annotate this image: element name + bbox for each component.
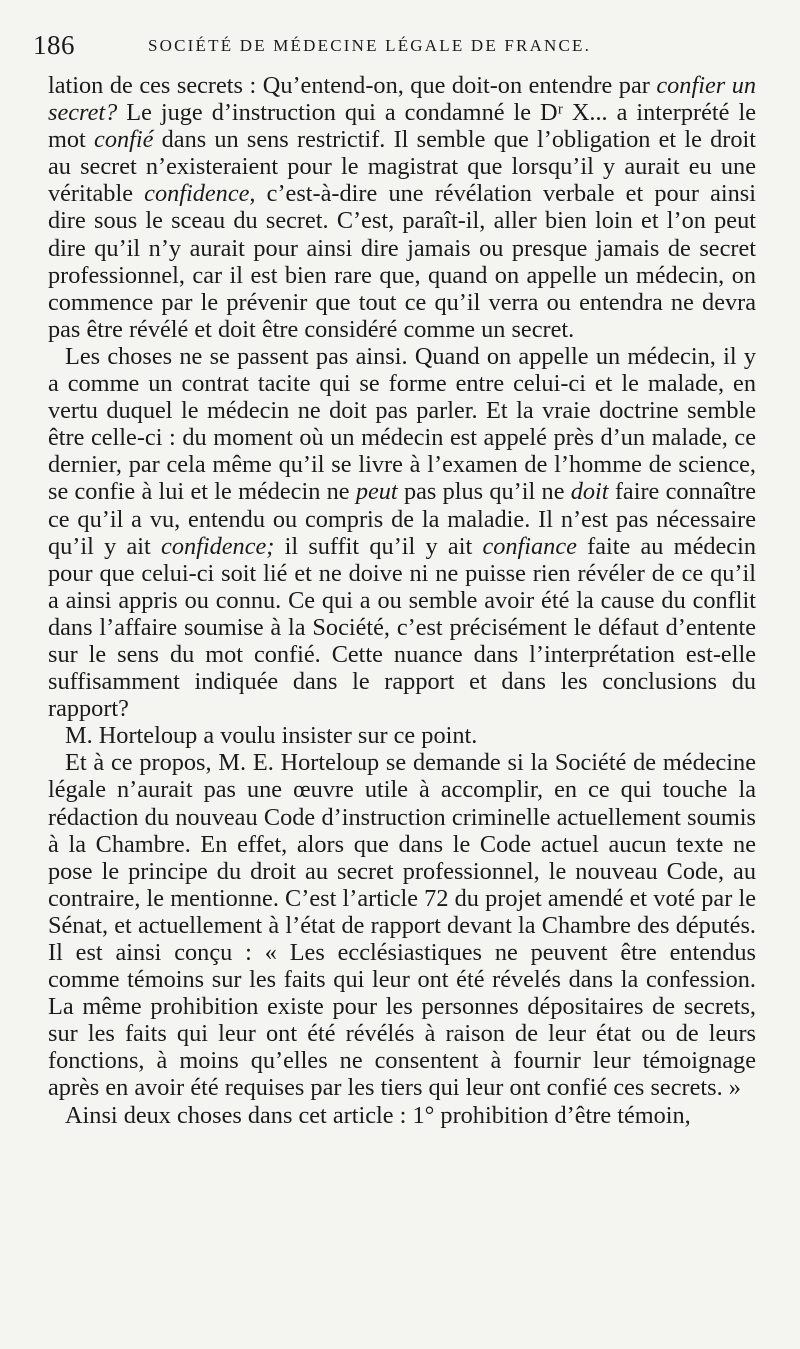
text-run: faire connaître ce qu’il a vu, entendu ou compris de la maladie. Il n’est pas nécessaire qu’il y ait bbox=[48, 478, 756, 560]
text-run: lation de ces secrets : Qu’entend-on, que doit-on entendre par bbox=[48, 72, 657, 99]
paragraph bbox=[48, 722, 756, 749]
paragraph bbox=[48, 1102, 756, 1129]
text-run: Ainsi deux choses dans cet article : 1° prohibition d’être témoin, bbox=[65, 1101, 691, 1129]
text-run: pas plus qu’il ne bbox=[397, 478, 571, 506]
italic-text: confidence; bbox=[161, 532, 275, 560]
text-run: Les choses ne se passent pas ainsi. Quand on appelle un médecin, il y a comme un contrat tacite qui se forme entre celui-ci et le malade, en vertu duquel le médecin ne doit pas parler. Et la vraie doctrine semble être celle-ci : du moment où un médecin est appelé près d’un malade, ce dernier, par cela même qu’il se livre à l’examen de l’homme de science, se confie à lui et le médecin ne bbox=[48, 342, 756, 506]
text-run: c’est-à-dire une révélation verbale et pour ainsi dire sous le sceau du secret. C’est, paraît-il, aller bien loin et l’on peut dire qu’il n’y aurait pour ainsi dire jamais ou presque jamais de secret professionnel, car il est bien rare que, quand on appelle un médecin, on commence par le prévenir que tout ce qu’il verra ou entendra ne devra pas être révélé et doit être considéré comme un secret. bbox=[48, 180, 756, 343]
text-run: M. Horteloup a voulu insister sur ce point. bbox=[65, 722, 478, 750]
italic-text: confié bbox=[94, 126, 154, 154]
text-run: dans un sens restrictif. Il semble que l’obligation et le droit au secret n’existeraient pour le magistrat que lorsqu’il y aurait eu une véritable bbox=[48, 126, 757, 208]
text-run: Et à ce propos, M. E. Horteloup se demande si la Société de médecine légale n’aurait pas une œuvre utile à accomplir, en ce qui touche la rédaction du nouveau Code d’instruction criminelle actuellement soumis à la Chambre. En effet, alors que dans le Code actuel aucun texte ne pose le principe du droit au secret professionnel, le nouveau Code, au contraire, le mentionne. C’est l’article 72 du projet amendé et voté par le Sénat, et actuellement à l’état de rapport devant la Chambre des députés. Il est ainsi conçu : « Les ecclésiastiques ne peuvent être entendus comme témoins sur les faits qui leur ont été révelés dans la confession. La même prohibition existe pour les personnes dépositaires de secrets, sur les faits qui leur ont été révélés à raison de leur état ou de leurs fonctions, à moins qu’elles ne consentent à fournir leur témoignage après en avoir été requises par les tiers qui leur ont confié ces secrets. » bbox=[48, 749, 756, 1102]
italic-text: doit bbox=[570, 478, 609, 506]
text-run: il suffit qu’il y ait bbox=[274, 532, 483, 560]
page-number: 186 bbox=[33, 30, 75, 60]
paragraph bbox=[48, 343, 756, 722]
text-run: Le juge d’instruction qui a condamné le Dʳ X... a interprété le mot bbox=[48, 99, 756, 154]
paragraph bbox=[48, 749, 756, 1101]
page-header bbox=[33, 30, 763, 70]
running-title: SOCIÉTÉ DE MÉDECINE LÉGALE DE FRANCE. bbox=[148, 36, 592, 55]
italic-text: peut bbox=[355, 478, 398, 506]
body-text bbox=[48, 72, 756, 1129]
paragraph bbox=[48, 72, 756, 343]
text-run: faite au médecin pour que celui-ci soit lié et ne doive ni ne puisse rien révéler de ce qu’il a ainsi appris ou connu. Ce qui a ou semble avoir été la cause du conflit dans l’affaire soumise à la Société, c’est précisément le défaut d’entente sur le sens du mot confié. Cette nuance dans l’interprétation est-elle suffisamment indiquée dans le rapport et dans les conclusions du rapport? bbox=[48, 532, 756, 723]
italic-text: confiance bbox=[482, 532, 577, 560]
italic-text: confier un secret? bbox=[48, 72, 757, 127]
italic-text: confidence, bbox=[144, 180, 256, 208]
